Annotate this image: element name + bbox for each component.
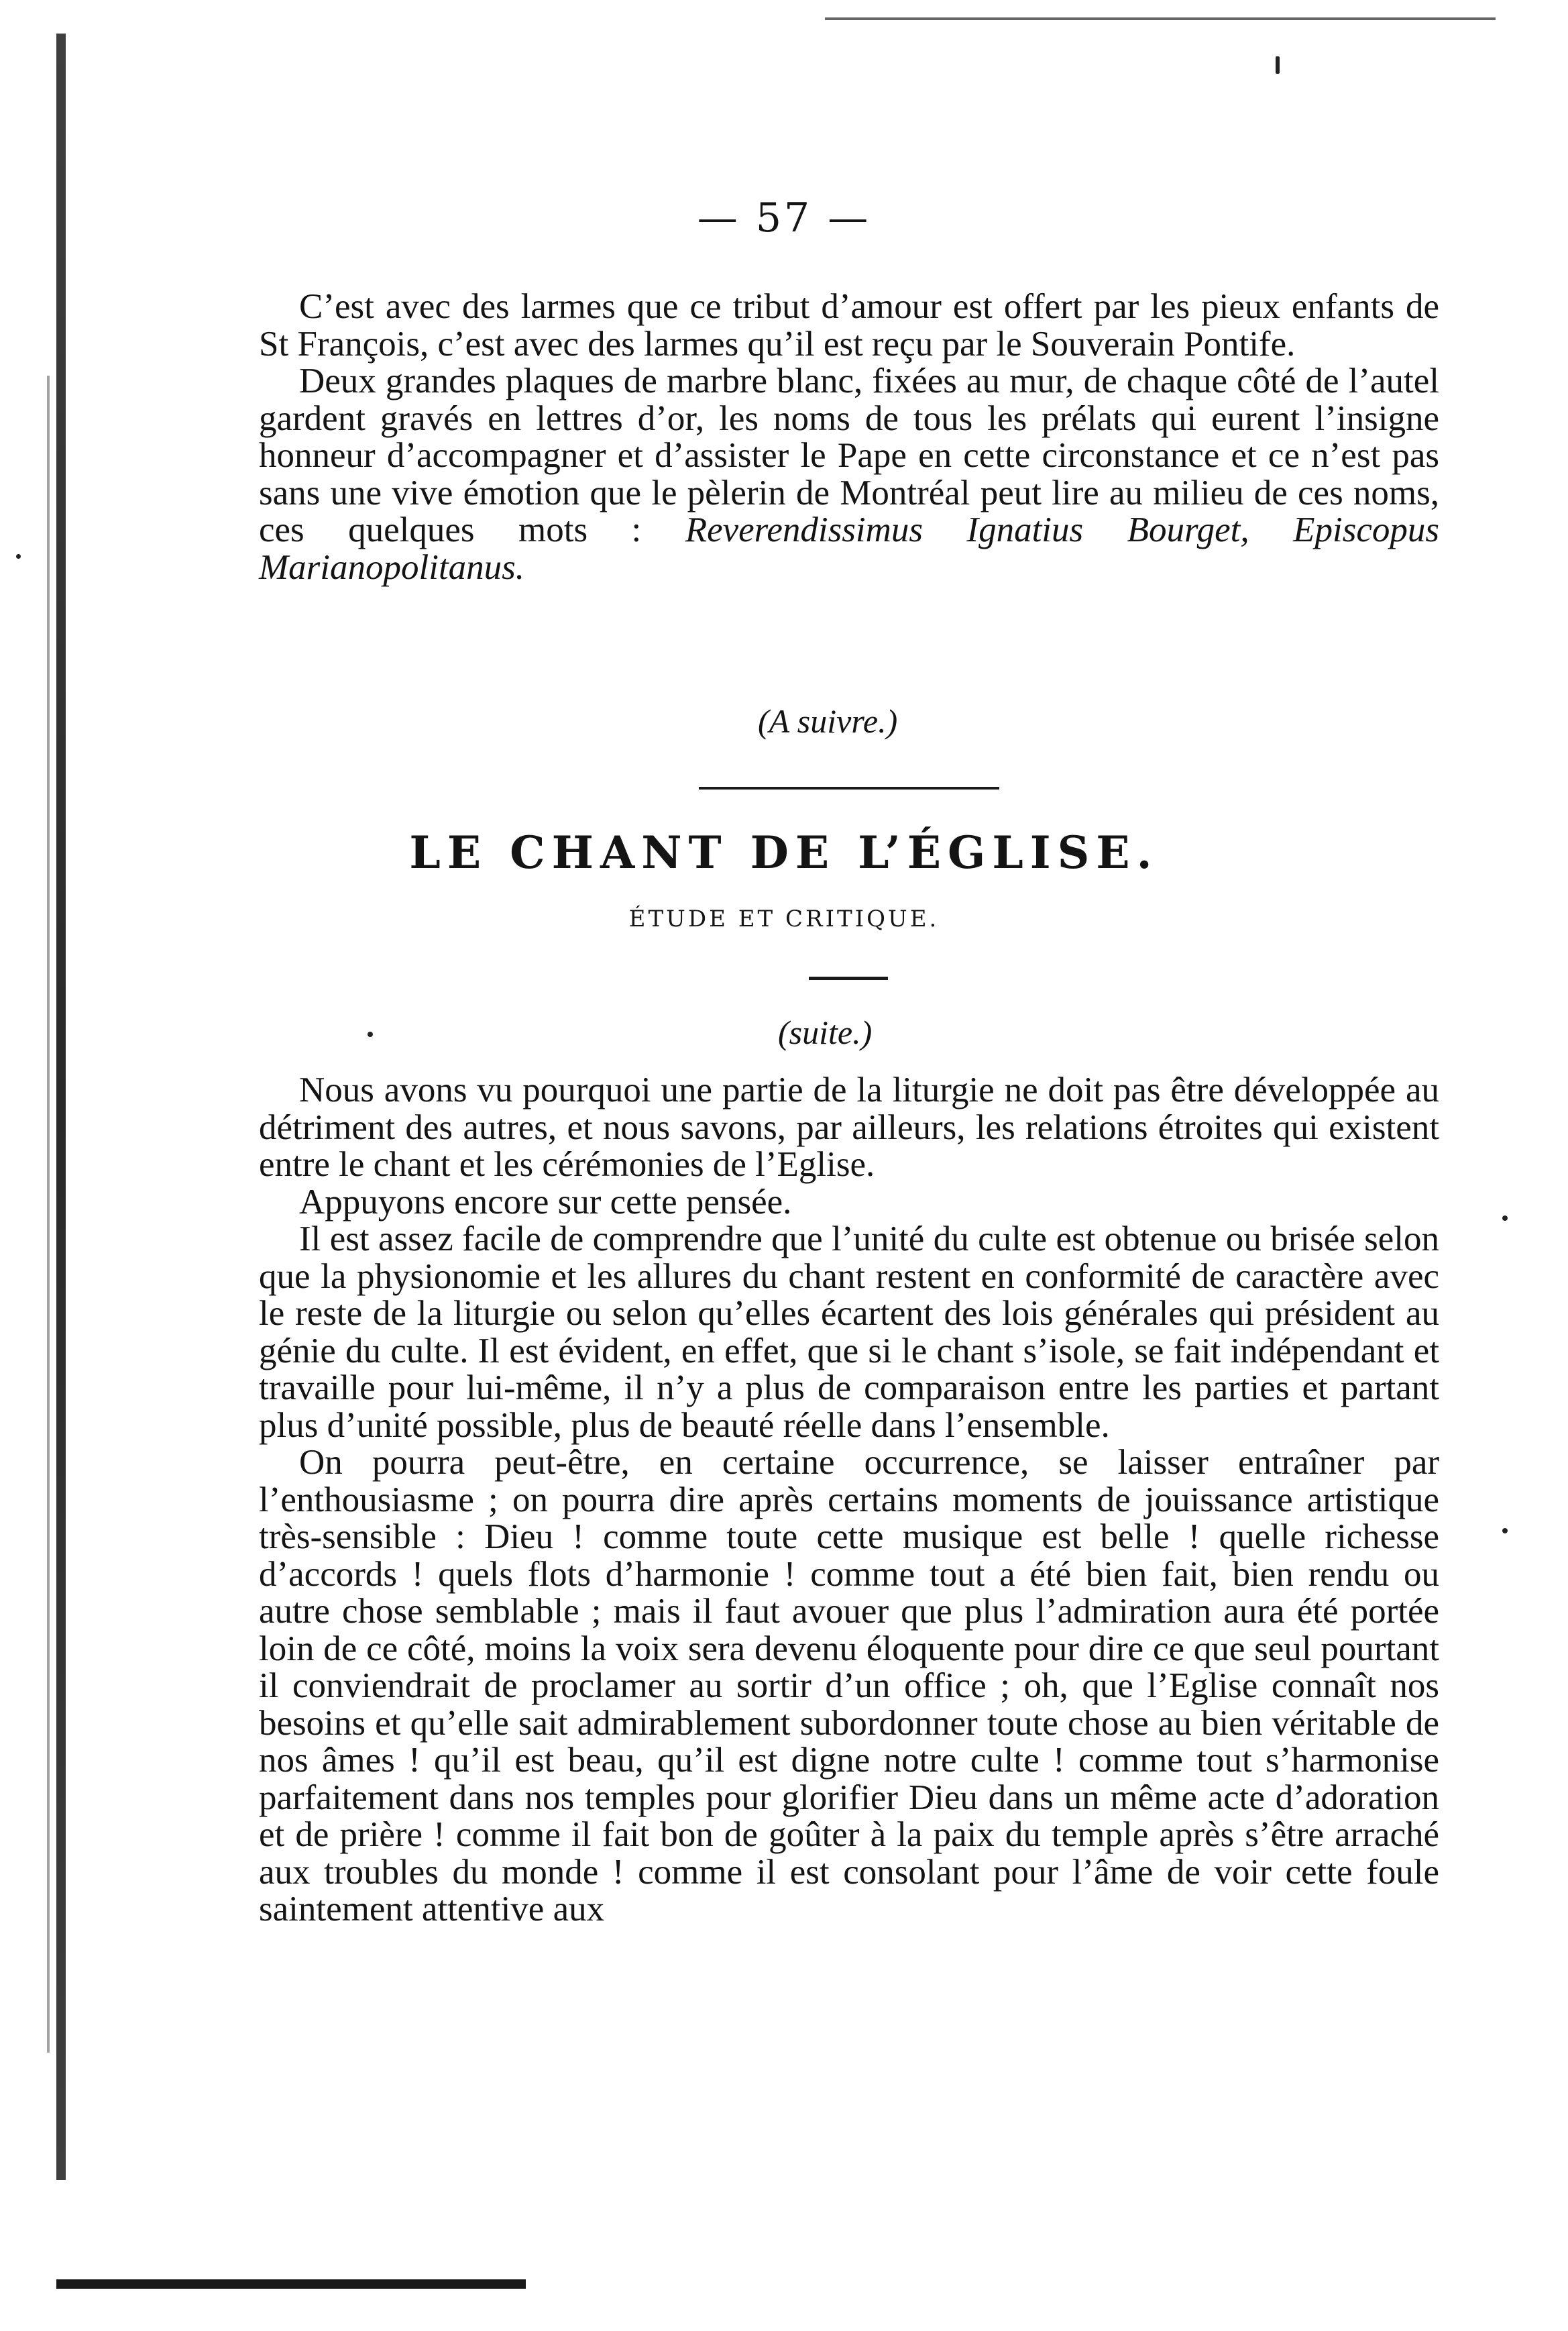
scan-speck [1502, 1215, 1508, 1221]
scan-edge-top [825, 17, 1496, 20]
section-divider [699, 787, 999, 790]
article-body [259, 1072, 1439, 1929]
article-paragraph-1: Nous avons vu pourquoi une partie de la liturgie ne doit pas être développée au détriment des autres, et nous savons, par ailleurs, les relations étroites qui existent entre le chant et les cérémonies de l’Eglise. [259, 1071, 1439, 1184]
article-paragraph-4: On pourra peut-être, en certaine occurrence, se laisser entraîner par l’enthousiasme ; on pourra dire après certains moments de jouissance artistique très-sensible : Dieu ! comme toute cette musique est belle ! quelle richesse d’accords ! quels flots d’harmonie ! comme tout a été bien fait, bien rendu ou autre chose semblable ; mais il faut avouer que plus l’admiration aura été portée loin de ce côté, moins la voix sera devenu éloquente pour dire ce que seul pourtant il conviendrait de proclamer au sortir d’un office ; oh, que l’Eglise connaît nos besoins et qu’elle sait admirablement subordonner toute chose au bien véritable de nos âmes ! qu’il est beau, qu’il est digne notre culte ! comme tout s’harmonise parfaitement dans nos temples pour glorifier Dieu dans un même acte d’adoration et de prière ! comme il fait bon de goûter à la paix du temple après s’être arraché aux troubles du monde ! comme il est consolant pour l’âme de voir cette foule saintement attentive aux [259, 1443, 1439, 1929]
to-be-continued: (A suivre.) [758, 702, 898, 740]
scan-edge-bottom [56, 2279, 526, 2289]
page-number: — 57 — [697, 195, 871, 241]
intro-paragraph-1: C’est avec des larmes que ce tribut d’amour est offert par les pieux enfants de St François, c’est avec des larmes qu’il est reçu par le Souverain Pontife. [259, 287, 1439, 364]
scan-speck [1276, 56, 1280, 74]
intro-text [259, 288, 1439, 586]
scan-edge-left-thin [47, 376, 50, 2053]
article-subtitle: ÉTUDE ET CRITIQUE. [628, 906, 940, 932]
article-title: LE CHANT DE L’ÉGLISE. [409, 826, 1159, 879]
scan-speck [1502, 1528, 1508, 1533]
scan-edge-left [56, 34, 66, 2180]
latin-inscription: Reverendissimus Ignatius Bourget, Episcopus Marianopolitanus. [259, 510, 1439, 587]
article-paragraph-2: Appuyons encore sur cette pensée. [299, 1182, 792, 1222]
intro-paragraph-2-text: Deux grandes plaques de marbre blanc, fixées au mur, de chaque côté de l’autel gardent gravés en lettres d’or, les noms de tous les prélats qui eurent l’insigne honneur d’accompagner et d’assister le Pape en cette circonstance et ce n’est pas sans une vive émotion que le pèlerin de Montréal peut lire au milieu de ces noms, ces quelques mots : [259, 362, 1439, 549]
subtitle-divider [809, 977, 888, 980]
article-paragraph-3: Il est assez facile de comprendre que l’unité du culte est obtenue ou brisée selon que la physionomie et les allures du chant restent en conformité de caractère avec le reste de la liturgie ou selon qu’elles écartent des lois générales qui président au génie du culte. Il est évident, en effet, que si le chant s’isole, se fait indépendant et travaille pour lui-même, il n’y a plus de comparaison entre les parties et partant plus d’unité possible, plus de beauté réelle dans l’ensemble. [259, 1219, 1439, 1445]
scan-speck [16, 554, 21, 559]
intro-paragraph-2 [259, 363, 1439, 586]
continuation-label: (suite.) [778, 1014, 873, 1051]
scan-speck [368, 1032, 373, 1037]
